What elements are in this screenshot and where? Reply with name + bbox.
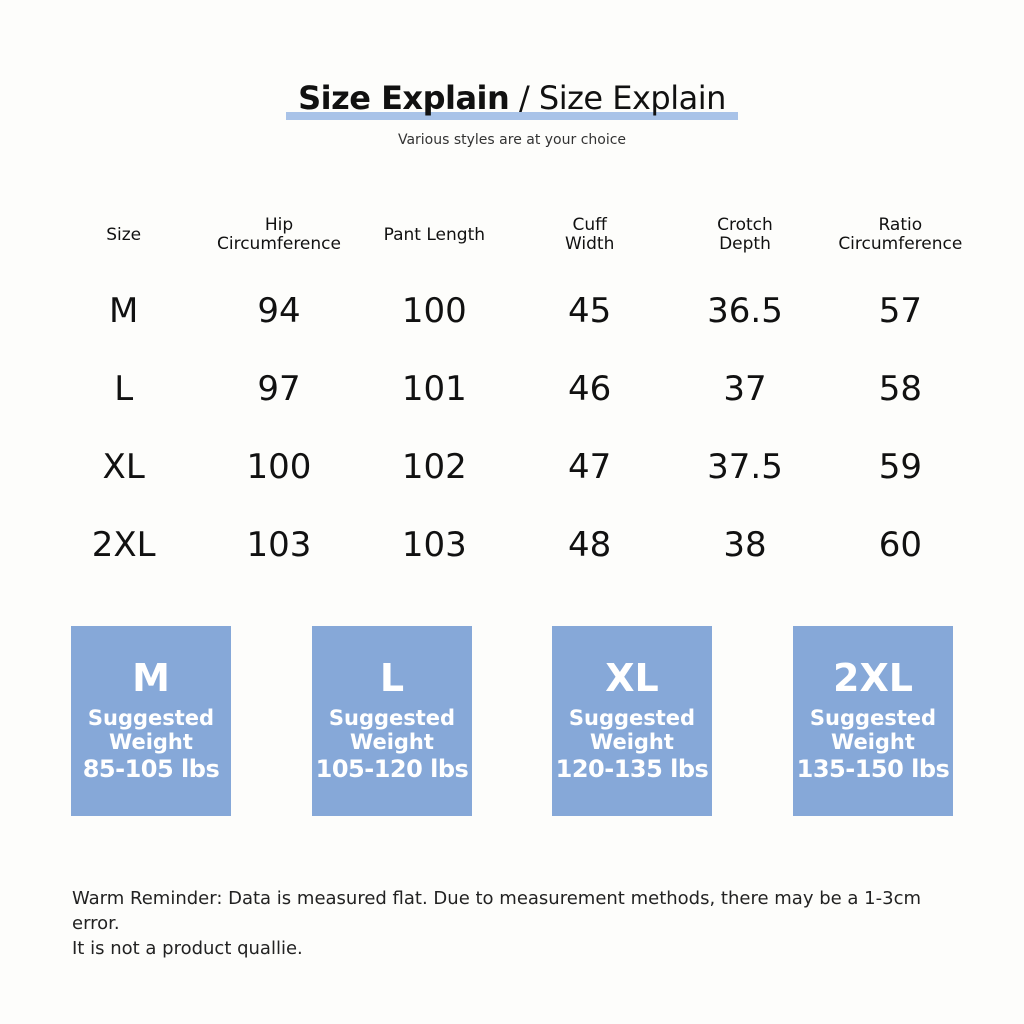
card-size: L [379,656,405,700]
title-light: Size Explain [538,79,726,117]
table-cell: 37 [723,369,767,409]
table-row [46,350,978,428]
card-size: 2XL [833,656,913,700]
card-range: 85-105 lbs [82,755,220,783]
table-cell: XL [102,447,145,487]
table-cell: 36.5 [707,291,783,331]
card-range: 105-120 lbs [315,755,469,783]
column-header: Cuff Width [564,215,615,254]
weight-card-l [312,626,472,816]
warm-reminder [72,886,972,961]
card-range: 135-150 lbs [796,755,950,783]
card-label: Suggested Weight [328,706,456,754]
table-row [46,428,978,506]
table-cell: 47 [568,447,612,487]
table-cell: 100 [401,291,467,331]
table-cell: 103 [401,525,467,565]
weight-card-2xl [793,626,953,816]
table-cell: 37.5 [707,447,783,487]
table-cell: 94 [257,291,301,331]
table-row [46,272,978,350]
column-header: Ratio Circumference [838,215,963,254]
table-row [46,506,978,584]
table-cell: 59 [878,447,922,487]
table-cell: 2XL [91,525,156,565]
weight-cards [71,626,953,816]
card-size: XL [605,656,659,700]
card-label: Suggested Weight [568,706,696,754]
table-cell: 46 [568,369,612,409]
title-separator: / [509,79,539,117]
column-header: Crotch Depth [717,215,773,254]
card-label: Suggested Weight [809,706,937,754]
card-range: 120-135 lbs [555,755,709,783]
card-label: Suggested Weight [87,706,215,754]
card-size: M [132,656,170,700]
column-header: Hip Circumference [216,215,341,254]
table-cell: 58 [878,369,922,409]
page-title [286,76,738,120]
table-cell: 57 [878,291,922,331]
weight-card-m [71,626,231,816]
table-cell: 45 [568,291,612,331]
title-block [0,76,1024,120]
table-cell: 48 [568,525,612,565]
title-bold: Size Explain [298,79,510,117]
reminder-line-2: It is not a product quallie. [72,938,303,959]
column-header: Pant Length [383,224,486,245]
reminder-line-1: Warm Reminder: Data is measured flat. Due to measurement methods, there may be a 1-3cm error. [72,888,921,934]
table-cell: 101 [401,369,467,409]
table-cell: 38 [723,525,767,565]
table-cell: 103 [246,525,312,565]
table-cell: 100 [246,447,312,487]
table-cell: L [114,369,134,409]
size-table [46,198,978,584]
subtitle: Various styles are at your choice [397,132,627,148]
table-header-row [46,198,978,272]
table-cell: 97 [257,369,301,409]
table-cell: 60 [878,525,922,565]
weight-card-xl [552,626,712,816]
table-cell: M [108,291,139,331]
column-header: Size [106,224,142,245]
table-cell: 102 [401,447,467,487]
